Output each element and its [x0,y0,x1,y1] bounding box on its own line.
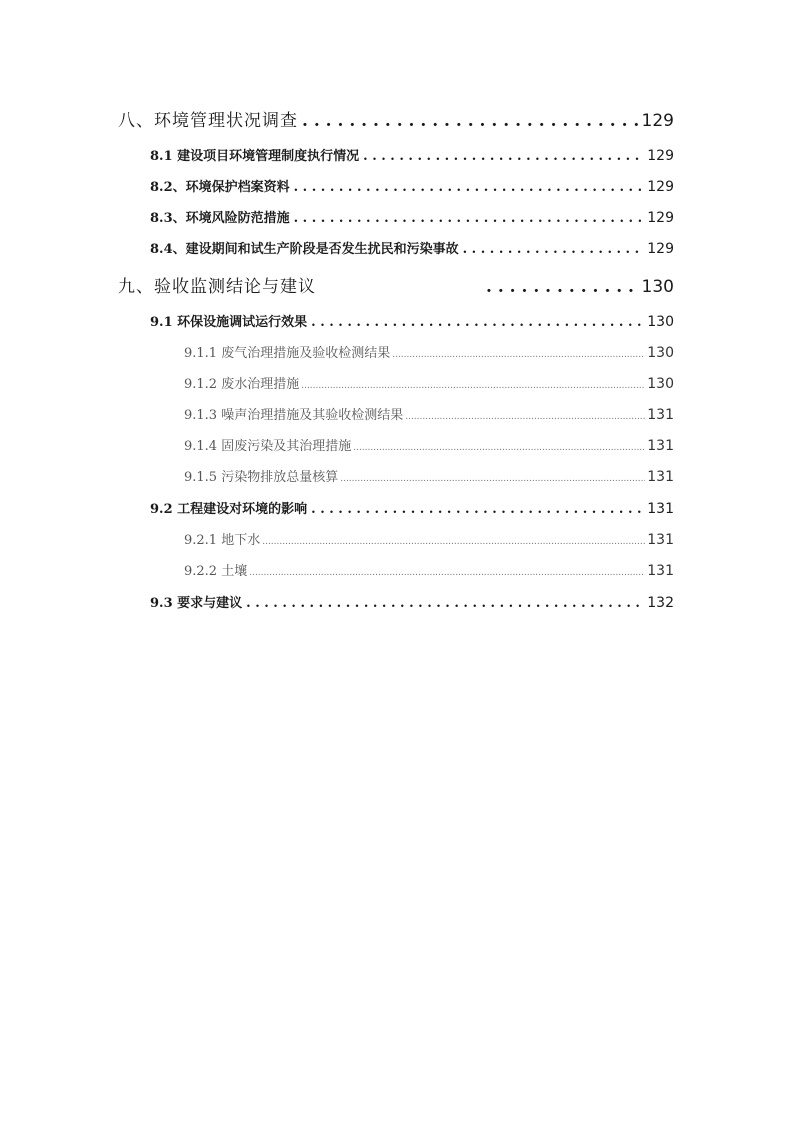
toc-page-number: 132 [647,595,674,611]
toc-entry-label: 8.1 建设项目环境管理制度执行情况 [150,149,360,164]
toc-entry-9-2-2[interactable] [184,560,674,579]
toc-dot-leader [463,242,644,257]
toc-dot-leader [405,408,645,423]
toc-dot-leader [262,533,645,548]
toc-dot-leader [294,180,644,195]
toc-page-number: 131 [647,438,674,454]
toc-entry-label: 9.1.2 废水治理措施 [184,377,300,392]
toc-entry-label: 8.2、环境保护档案资料 [150,180,290,195]
toc-entry-9-1-1[interactable] [184,342,674,361]
toc-entry-label: 9.2 工程建设对环境的影响 [150,502,308,517]
toc-dot-leader [353,439,645,454]
toc-entry-label: 8.3、环境风险防范措施 [150,211,290,226]
toc-entry-label: 9.1.1 废气治理措施及验收检测结果 [184,346,391,361]
toc-page-number: 131 [647,469,674,485]
toc-dot-leader [249,564,645,579]
toc-dot-leader [486,277,638,297]
toc-entry-9-1-5[interactable] [184,466,674,485]
toc-entry-label: 九、验收监测结论与建议 [118,277,316,297]
toc-entry-label: 9.1.3 噪声治理措施及其验收检测结果 [184,408,404,423]
toc-entry-label: 八、环境管理状况调查 [118,111,298,131]
toc-entry-chapter-9[interactable] [118,272,674,297]
toc-page-number: 130 [647,376,674,392]
toc-entry-9-3[interactable] [150,592,674,611]
toc-entry-9-1[interactable] [150,311,674,330]
toc-entry-8-4[interactable] [150,238,674,257]
toc-entry-8-3[interactable] [150,207,674,226]
toc-page-number: 129 [641,111,674,131]
toc-entry-8-2[interactable] [150,176,674,195]
toc-page-number: 131 [647,407,674,423]
toc-entry-label: 9.3 要求与建议 [150,596,243,611]
toc-entry-9-1-3[interactable] [184,404,674,423]
toc-dot-leader [294,211,644,226]
toc-entry-9-1-4[interactable] [184,435,674,454]
toc-page-number: 130 [647,345,674,361]
toc-page-number: 129 [647,179,674,195]
toc-page-number: 129 [647,241,674,257]
toc-dot-leader [311,502,643,517]
toc-page-number: 129 [647,210,674,226]
toc-dot-leader [363,149,643,164]
toc-dot-leader [340,470,645,485]
toc-dot-leader [311,315,643,330]
toc-entry-label: 9.2.1 地下水 [184,533,261,548]
toc-entry-label: 9.2.2 土壤 [184,564,248,579]
toc-entry-chapter-8[interactable] [118,106,674,131]
toc-entry-8-1[interactable] [150,145,674,164]
toc-page-number: 131 [647,501,674,517]
toc-page-number: 130 [641,277,674,297]
toc-entry-9-1-2[interactable] [184,373,674,392]
toc-page-number: 129 [647,148,674,164]
toc-entry-label: 9.1 环保设施调试运行效果 [150,315,308,330]
toc-entry-9-2-1[interactable] [184,529,674,548]
toc-entry-label: 8.4、建设期间和试生产阶段是否发生扰民和污染事故 [150,242,459,257]
toc-page-number: 130 [647,314,674,330]
toc-dot-leader [302,111,638,131]
toc-page-number: 131 [647,563,674,579]
toc-dot-leader [392,346,645,361]
toc-entry-label: 9.1.5 污染物排放总量核算 [184,470,339,485]
toc-dot-leader [246,596,643,611]
toc-entry-9-2[interactable] [150,498,674,517]
toc-entry-label: 9.1.4 固废污染及其治理措施 [184,439,352,454]
toc-dot-leader [301,377,645,392]
toc-page-number: 131 [647,532,674,548]
